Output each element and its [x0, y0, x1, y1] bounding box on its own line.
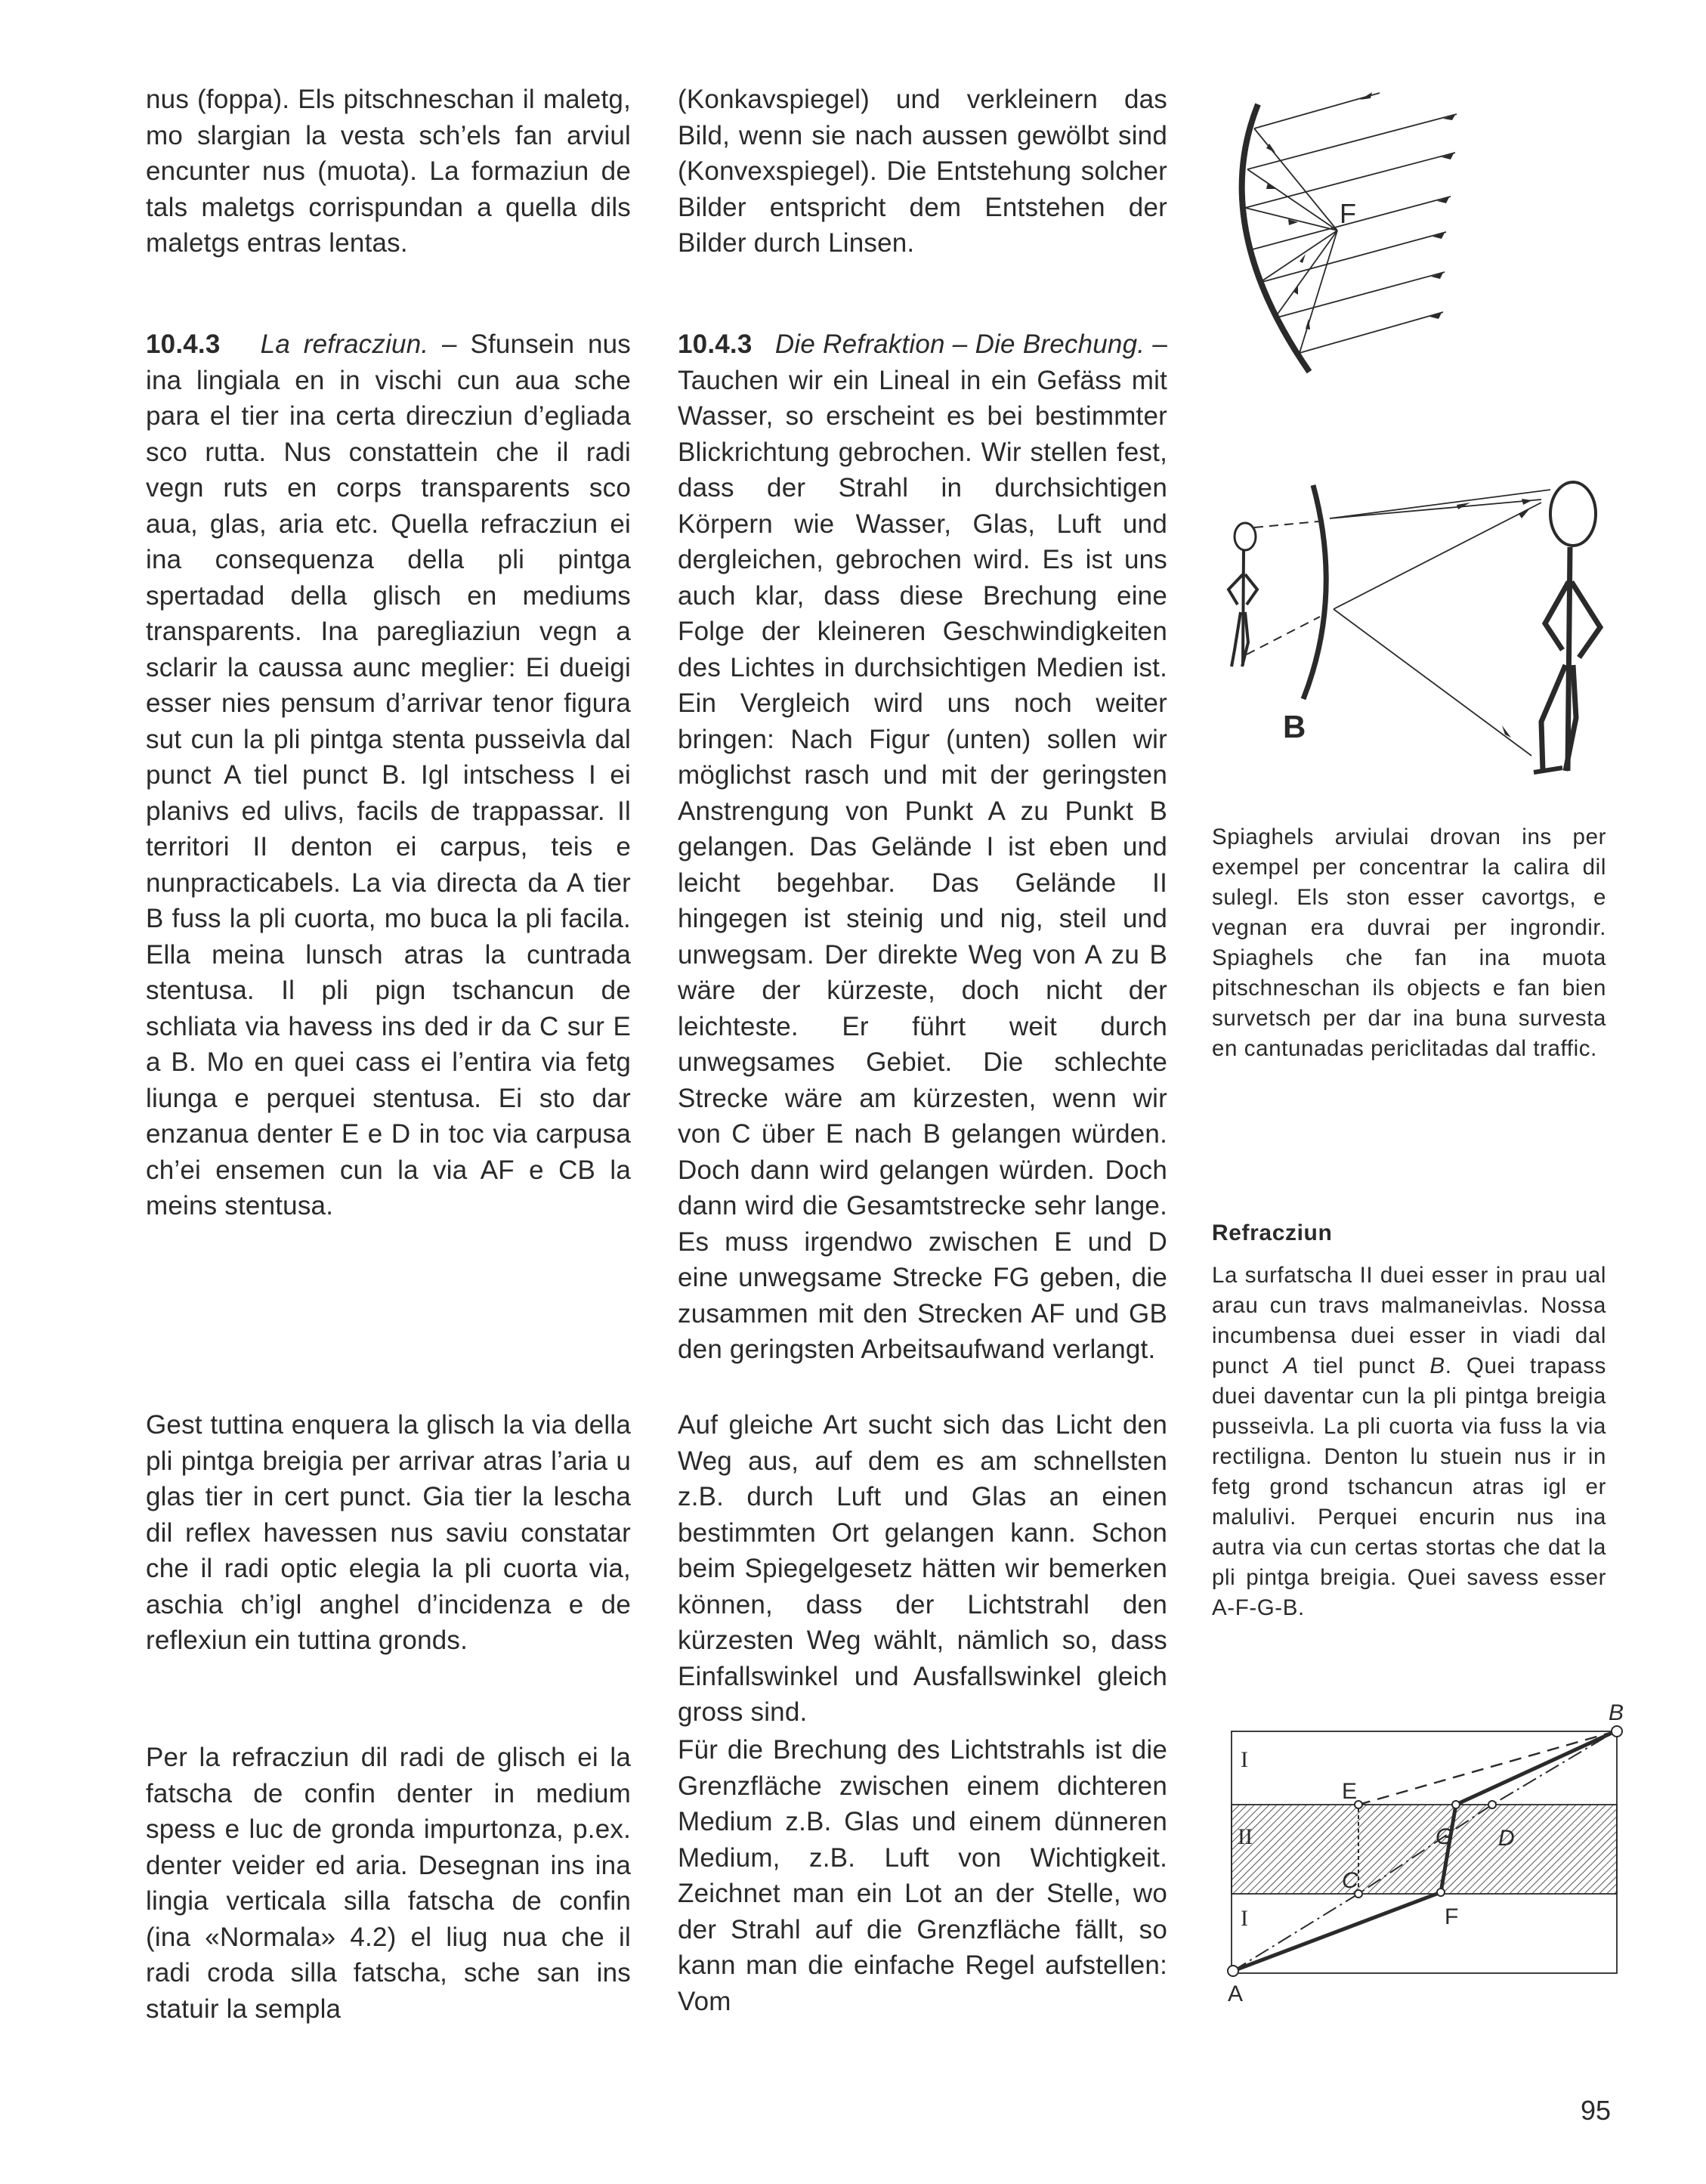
label-zone-i-bottom: I	[1241, 1906, 1248, 1931]
point-b-ref: B	[1429, 1353, 1445, 1378]
label-d: D	[1498, 1826, 1515, 1851]
convex-mirror-figure	[1201, 469, 1624, 786]
arrowheads	[1266, 92, 1455, 329]
reflected-rays	[1245, 128, 1337, 353]
section-dash: –	[1145, 329, 1167, 359]
label-zone-ii: II	[1238, 1824, 1253, 1849]
point-d	[1488, 1801, 1496, 1808]
paragraph-boundary-german: Für die Brechung des Lichtstrahls ist die Grenzfläche zwischen einem dichteren Medium z.B. Glas und einem dünneren Medium, z.B. Luft von Wichtigkeit. Zeichnet man ein Lot an der Stelle, wo der Strahl auf die Grenzfläche fällt, so kann man die einfache Regel aufstellen: Vom	[678, 1735, 1167, 2016]
mirror-caption: Spiaghels arviulai drovan ins per exempel per concentrar la calira dil sulegl. Els ston esser cavortgs, e vegnan era duvrai per ingrondir. Spiaghels che fan ina muota pitschneschan ils objects e fan bien survetsch per dar ina buna survesta en cantunadas periclitadas dal traffic.	[1212, 824, 1606, 1061]
sight-lines	[1330, 490, 1550, 756]
label-a: A	[1228, 1981, 1244, 2006]
point-a-ref: A	[1283, 1353, 1299, 1378]
point-g	[1452, 1801, 1460, 1808]
refraction-path-figure	[1209, 1693, 1632, 2025]
observer-figure	[1534, 482, 1600, 772]
label-f: F	[1445, 1904, 1459, 1929]
page-number: 95	[1581, 2095, 1612, 2126]
convex-mirror-arc	[1303, 485, 1326, 699]
virtual-image-figure	[1229, 523, 1257, 667]
section-number: 10.4.3	[678, 329, 753, 359]
paragraph-intro-romansh: nus (foppa). Els pitschneschan il maletg, mo slargian la vesta sch’els fan arviul encunter nus (muota). La formaziun de tals maletgs corrispundan a quella dils maletgs entras lentas.	[146, 85, 631, 258]
concave-mirror-figure	[1209, 83, 1526, 385]
refraction-text-part: . Quei trapass duei daventar cun la pli pintga breigia pusseivla. La pli cuorta via fuss la via rectiligna. Denton lu stuein nus ir in fetg grond tschancun atras igl er malulivi. Perquei encurin nus ina autra via cun certas stortas che dat la pli pintga breigia. Quei savess esser A-F-G-B.	[1212, 1353, 1606, 1620]
label-e: E	[1342, 1779, 1358, 1804]
label-g: G	[1436, 1824, 1454, 1849]
refraction-text-part: tiel punct	[1298, 1353, 1430, 1378]
label-zone-i-top: I	[1241, 1747, 1248, 1772]
section-10-4-3-romansh	[146, 326, 631, 1224]
paragraph-boundary-romansh: Per la refracziun dil radi de glisch ei la fatscha de confin denter in medium spess e luc de gronda impurtonza, p.ex. denter veider ed aria. Desegnan ins ina lingia verticala silla fatscha de confin (ina «Normala» 4.2) el liug nua che il radi croda silla fatscha, sche san ins statuir la sempla	[146, 1743, 631, 2024]
section-title: La refracziun.	[260, 329, 429, 359]
paragraph-light-path-romansh: Gest tuttina enquera la glisch la via della pli pintga breigia per arrivar atras l’aria u glas tier in cert punct. Gia tier la lescha dil reflex havessen nus saviu constatar che il radi optic elegia la pli cuorta via, aschia ch’igl anghel d’incidenza e de reflexiun ein tuttina gronds.	[146, 1410, 631, 1655]
paragraph-intro-german: (Konkavspiegel) und verkleinern das Bild, wenn sie nach aussen gewölbt sind (Konvexspiegel). Die Entstehung solcher Bilder entspricht dem Entstehen der Bilder durch Linsen.	[678, 85, 1167, 258]
section-body: Tauchen wir ein Lineal in ein Gefäss mit Wasser, so erscheint es bei bestimmter Blickrichtung gebrochen. Wir stellen fest, dass der Strahl in durchsichtigen Körpern wie Wasser, Glas, Luft und dergleichen, gebrochen wird. Es ist uns auch klar, dass diese Brechung eine Folge der kleineren Geschwindigkeiten des Lichtes in durchsichtigen Medien ist. Ein Vergleich wird uns noch weiter bringen: Nach Figur (unten) sollen wir möglichst rasch und mit der geringsten Anstrengung von Punkt A zu Punkt B gelangen. Das Gelände I ist eben und leicht begehbar. Das Gelände II hingegen ist steinig und nig, steil und unwegsam. Der direkte Weg von A zu B wäre der kürzeste, doch nicht der leichteste. Er führt weit durch unwegsames Gebiet. Die schlechte Strecke wäre am kürzesten, wenn wir von C über E nach B gelangen würden. Doch dann wird gelangen würden. Doch dann wird die Gesamtstrecke sehr lange. Es muss irgendwo zwischen E und D eine unwegsame Strecke FG geben, die zusammen mit den Strecken AF und GB den geringsten Arbeitsaufwand verlangt.	[678, 365, 1167, 1364]
focus-label: F	[1340, 198, 1356, 229]
refraction-description	[1212, 1261, 1606, 1623]
paragraph-light-path-german: Auf gleiche Art sucht sich das Licht den Weg aus, auf dem es am schnellsten z.B. durch Luft und Glas an einen bestimmten Ort gelangen kann. Schon beim Spiegelgesetz hätten wir bemerken können, dass der Lichtstrahl den kürzesten Weg wählt, nämlich so, dass Einfallswinkel und Ausfallswinkel gleich gross sind.	[678, 1410, 1167, 1727]
concave-mirror-arc	[1242, 104, 1309, 372]
path-e-to-b	[1358, 1731, 1615, 1805]
point-a	[1228, 1966, 1238, 1976]
refraction-heading: Refracziun	[1212, 1220, 1333, 1245]
label-b: B	[1609, 1700, 1624, 1725]
label-c: C	[1342, 1868, 1358, 1893]
section-body: Sfunsein nus ina lingiala en in vischi cun aua sche para el tier ina certa direcziun d’egliada sco rutta. Nus constattein che il radi vegn ruts en corps transparents sco aua, glas, aria etc. Quella refracziun ei ina consequenza della pli pintga spertadad della glisch en mediums transparents. Ina paregliaziun vegn a sclarir la caussa aunc meglier: Ei dueigi esser nies pensum d’arrivar tenor figura sut cun la pli pintga stenta pusseivla dal punct A tiel punct B. Igl intschess I ei planivs ed ulivs, facils de trappassar. Il territori II denton ei carpus, teis e nunpracticabels. La via directa da A tier B fuss la pli cuorta, mo buca la pli facila. Ella meina lunsch atras la cuntrada stentusa. Il pli pign tschancun de schliata via havess ins ded ir da C sur E a B. Mo en quei cass ei l’entira via fetg liunga e perquei stentusa. Ei sto dar enzanua denter E e D in toc via carpusa ch’ei ensemen cun la via AF e CB la meins stentusa.	[146, 329, 631, 1220]
section-title: Die Refraktion – Die Brechung.	[774, 329, 1145, 359]
sight-arrowheads	[1457, 499, 1532, 738]
section-dash: –	[428, 329, 471, 359]
refraction-text-part: La surfatscha II duei esser in prau ual arau cun travs malmaneivlas. Nossa incumbensa duei esser in viadi dal punct	[1212, 1263, 1606, 1378]
section-number: 10.4.3	[146, 329, 221, 359]
mirror-label: B	[1283, 709, 1306, 744]
section-10-4-3-german	[678, 326, 1167, 1368]
point-b	[1612, 1726, 1622, 1737]
point-f	[1437, 1889, 1445, 1896]
